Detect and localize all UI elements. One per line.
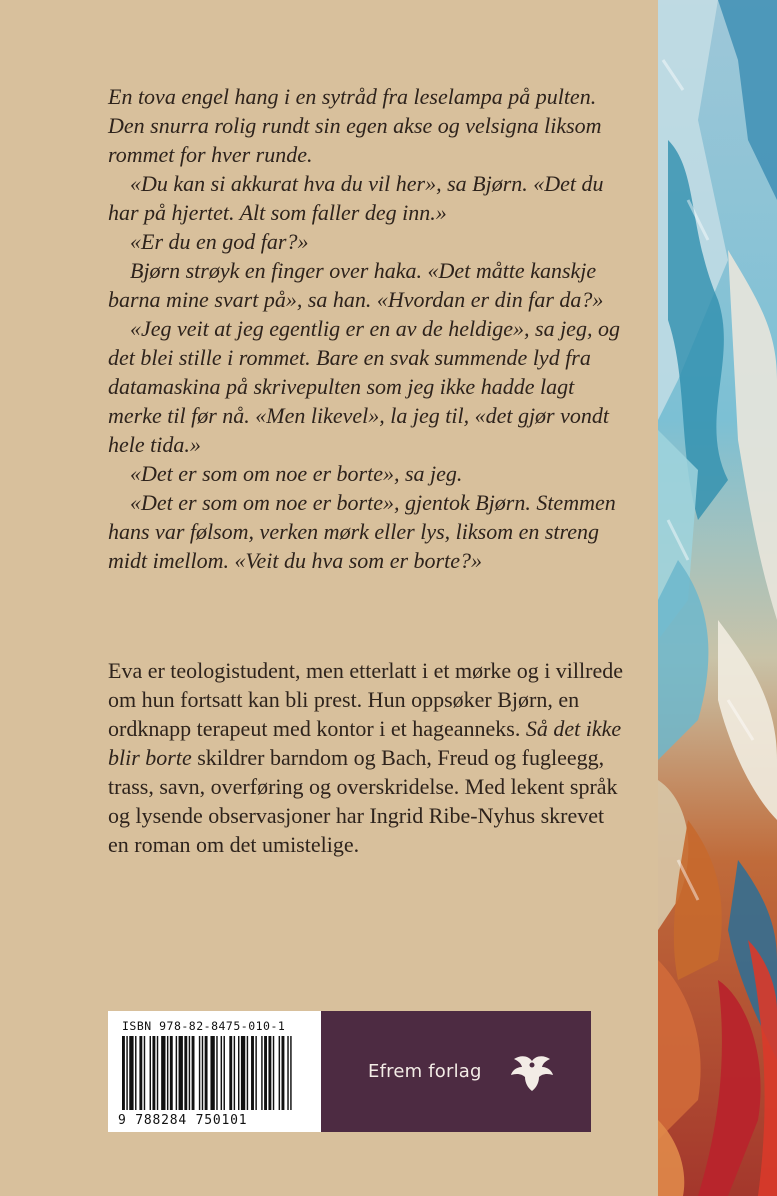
blurb-text-start: Eva er teologistudent, men etterlatt i et mørke og i villrede om hun fortsatt kan bli prest. Hun oppsøker Bjørn, en ordknapp terapeut med kontor i et hageanneks. (108, 658, 624, 741)
excerpt-paragraph: «Det er som om noe er borte», gjentok Bjørn. Stemmen hans var følsom, verken mørk eller lys, liksom en streng midt imellom. «Veit du hva som er borte?» (108, 490, 616, 573)
excerpt-paragraph: «Jeg veit at jeg egentlig er en av de heldige», sa jeg, og det blei stille i rommet. Bare en svak summende lyd fra datamaskina på skrivepulten som jeg ikke hadde lagt merke til før nå. «Men likevel», la jeg til, «det gjør vondt hele tida.» (108, 316, 620, 457)
publisher-box (321, 1011, 591, 1132)
excerpt-paragraph: «Er du en god far?» (130, 229, 309, 254)
blurb-paragraph (108, 656, 628, 859)
publisher-name: Efrem forlag (368, 1061, 482, 1082)
excerpt-paragraph: «Du kan si akkurat hva du vil her», sa Bjørn. «Det du har på hjertet. Alt som faller deg inn.» (108, 171, 604, 225)
isbn-number: ISBN 978-82-8475-010-1 (122, 1019, 286, 1033)
excerpt (108, 82, 628, 575)
excerpt-paragraph: En tova engel hang i en sytråd fra leselampa på pulten. Den snurra rolig rundt sin egen akse og velsigna liksom rommet for hver runde. (108, 84, 602, 167)
barcode-bars (122, 1036, 308, 1114)
book-blurb (108, 656, 628, 859)
isbn-barcode (108, 1011, 321, 1132)
bird-icon (510, 1053, 554, 1093)
ean-digits: 9 788284 750101 (118, 1113, 248, 1128)
excerpt-paragraph: «Det er som om noe er borte», sa jeg. (130, 461, 463, 486)
book-title: Så det ikke blir borte (108, 716, 622, 770)
excerpt-paragraph: Bjørn strøyk en finger over haka. «Det måtte kanskje barna mine svart på», sa han. «Hvordan er din far da?» (108, 258, 604, 312)
cover-painting-strip (658, 0, 777, 1196)
blurb-text-end: skildrer barndom og Bach, Freud og fugleegg, trass, savn, overføring og overskridelse. Med lekent språk og lysende observasjoner har Ingrid Ribe-Nyhus skrevet en roman om det umistelige. (108, 745, 618, 857)
